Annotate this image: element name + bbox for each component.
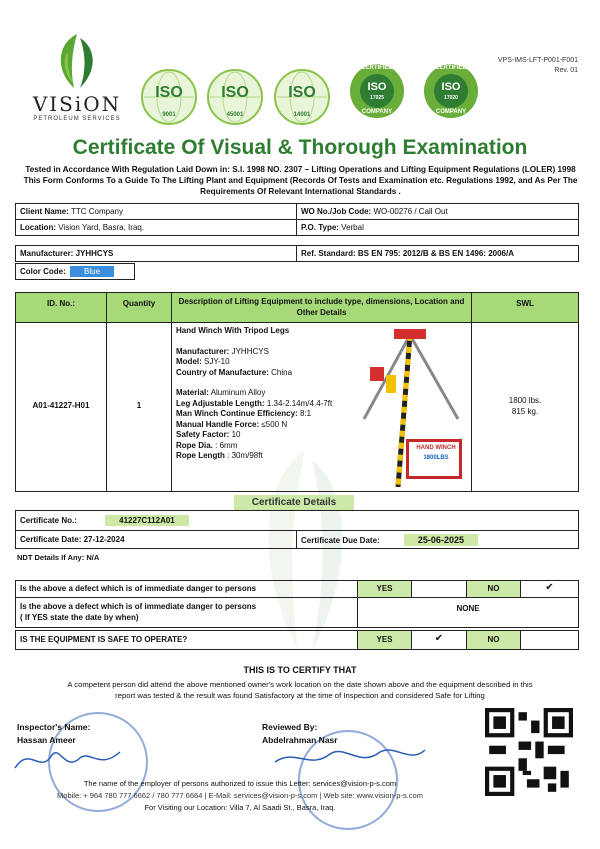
detail-line: Safety Factor: 10 bbox=[176, 430, 241, 439]
detail-line: Model: SJY-10 bbox=[176, 357, 230, 366]
detail-line: Country of Manufacture: China bbox=[176, 367, 293, 377]
question-3: IS THE EQUIPMENT IS SAFE TO OPERATE? bbox=[15, 630, 358, 650]
certify-heading: THIS IS TO CERTIFY THAT bbox=[243, 665, 357, 675]
detail-line: Material: Aluminum Alloy bbox=[176, 388, 266, 397]
footer-line-1: The name of the employer of persons authorized to issue this Letter: services@vision-p-s.com bbox=[83, 779, 397, 788]
certificate-date-value: 27-12-2024 bbox=[83, 535, 125, 544]
subtitle-line-2: This Form Conforms To a Guide To The Lifting Plant and Equipment (Records Of Tests and Examination etc. Regulations 1992, and As Per The bbox=[23, 176, 578, 185]
certificate-number-value: 41227C112A01 bbox=[105, 515, 189, 526]
doc-code: VPS-IMS-LFT-P001-F001 bbox=[497, 57, 578, 64]
iso-17020-badge: CERTIFIED ISO 17020 COMPANY bbox=[422, 62, 480, 120]
swl-kg: 815 kg. bbox=[511, 407, 539, 416]
detail-line: Man Winch Continue Efficiency: 8:1 bbox=[176, 409, 312, 418]
page-title: Certificate Of Visual & Thorough Examination bbox=[72, 136, 528, 159]
q1-no-checkbox[interactable]: ✔ bbox=[520, 580, 579, 598]
certificate-number-cell: Certificate No.: 41227C112A01 bbox=[15, 510, 579, 531]
question-1: Is the above a defect which is of immediate danger to persons bbox=[15, 580, 358, 598]
leaf-logo-icon bbox=[22, 30, 132, 92]
certificate-due-date-value: 25-06-2025 bbox=[404, 534, 478, 546]
po-type-cell: P.O. Type: Verbal bbox=[296, 219, 579, 236]
certificate-due-date-cell: Certificate Due Date: 25-06-2025 bbox=[296, 530, 579, 549]
quantity-header: Quantity bbox=[106, 292, 172, 323]
manufacturer-value: JYHHCYS bbox=[75, 249, 114, 258]
description-cell bbox=[171, 322, 472, 492]
location-cell: Location: Vision Yard, Basra, Iraq. bbox=[15, 219, 297, 236]
quantity-cell: 1 bbox=[106, 322, 172, 492]
detail-line: Manual Handle Force: ≤500 N bbox=[176, 419, 288, 429]
po-type-value: Verbal bbox=[341, 223, 364, 232]
certificate-date-cell: Certificate Date: 27-12-2024 bbox=[15, 530, 297, 549]
color-code-cell: Color Code: Blue bbox=[15, 263, 135, 280]
qr-code-icon[interactable] bbox=[485, 708, 573, 796]
subtitle bbox=[18, 164, 583, 197]
iso-17025-badge: CERTIFIED ISO 17025 COMPANY bbox=[348, 62, 406, 120]
reviewer-name: Abdelrahman Nasr bbox=[262, 735, 338, 745]
footer-line-3: For Visiting our Location: Villa 7, Al Saadi St., Basra, Iraq. bbox=[144, 803, 336, 812]
detail-line: Rope Dia. : 6mm bbox=[176, 440, 238, 450]
detail-line: Leg Adjustable Length: 1.34-2.14m/4.4-7ft bbox=[176, 398, 333, 408]
question-2-answer: NONE bbox=[357, 597, 579, 628]
q3-yes-checkbox[interactable]: ✔ bbox=[411, 630, 467, 650]
id-header: ID. No.: bbox=[15, 292, 107, 323]
q3-no-label: NO bbox=[466, 630, 521, 650]
id-cell: A01-41227-H01 bbox=[15, 322, 107, 492]
vision-logo bbox=[22, 30, 132, 125]
brand-name: VISiON bbox=[32, 92, 122, 116]
q1-no-label: NO bbox=[466, 580, 521, 598]
swl-lbs: 1800 lbs. bbox=[508, 396, 542, 405]
certificate-details-title: Certificate Details bbox=[234, 495, 354, 510]
subtitle-line-1: Tested in Accordance With Regulation Laid Down in: S.I. 1998 NO. 2307 – Lifting Operations and Lifting Equipment Regulations (LOLER) 1998 bbox=[25, 165, 576, 174]
client-name-value: TTC Company bbox=[70, 207, 123, 216]
inspector-name: Hassan Ameer bbox=[17, 735, 76, 745]
photo-sign-label-2: 1800LBS bbox=[423, 455, 449, 461]
description-header: Description of Lifting Equipment to include type, dimensions, Location and Other Details bbox=[171, 292, 472, 323]
document-code bbox=[498, 56, 578, 76]
color-code-value: Blue bbox=[70, 266, 114, 277]
wo-number-value: WO-00276 / Call Out bbox=[373, 207, 448, 216]
detail-line: Rope Length : 30m/98ft bbox=[176, 451, 263, 460]
q1-yes-checkbox[interactable] bbox=[411, 580, 467, 598]
client-name-cell: Client Name: TTC Company bbox=[15, 203, 297, 220]
revision: Rev. 01 bbox=[554, 67, 578, 74]
swl-header: SWL bbox=[471, 292, 579, 323]
detail-line: Manufacturer: JYHHCYS bbox=[176, 346, 269, 356]
brand-subtitle: PETROLEUM SERVICES bbox=[33, 116, 121, 122]
iso-14001-badge: ISO 14001 bbox=[273, 68, 331, 126]
subtitle-line-3: Requirements Of Relevant International Standards . bbox=[200, 187, 401, 196]
wo-number-cell: WO No./Job Code: WO-00276 / Call Out bbox=[296, 203, 579, 220]
footer-line-2[interactable]: Mobile: + 964 780 777 6662 / 780 777 6664 | E-Mail: services@vision-p-s.com | Web site: www.vision-p-s.com bbox=[57, 791, 423, 800]
reviewer-signature bbox=[270, 740, 430, 776]
ndt-details: NDT Details If Any: N/A bbox=[17, 553, 100, 562]
location-value: Vision Yard, Basra, Iraq. bbox=[58, 223, 145, 232]
ref-standard-cell: Ref. Standard: BS EN 795: 2012/B & BS EN 1496: 2006/A bbox=[296, 245, 579, 262]
inspector-signature bbox=[10, 740, 130, 780]
q3-no-checkbox[interactable] bbox=[520, 630, 579, 650]
item-title: Hand Winch With Tripod Legs bbox=[176, 326, 290, 335]
iso-9001-badge: ISO 9001 bbox=[140, 68, 198, 126]
ref-standard-value: BS EN 795: 2012/B & BS EN 1496: 2006/A bbox=[357, 249, 514, 258]
reviewer-label: Reviewed By: bbox=[262, 722, 318, 732]
photo-sign-label-1: HAND WINCH bbox=[416, 445, 456, 451]
swl-cell bbox=[471, 322, 579, 492]
q1-yes-label: YES bbox=[357, 580, 412, 598]
question-2: Is the above a defect which is of immediate danger to persons ( If YES state the date by when) bbox=[15, 597, 358, 628]
manufacturer-cell: Manufacturer: JYHHCYS bbox=[15, 245, 297, 262]
certify-text: A competent person did attend the above mentioned owner's work location on the date shown above and the equipment described in this report was tested & the result was found Satisfactory at the time of Inspection and considered Safe for Lifting bbox=[67, 680, 533, 700]
iso-45001-badge: ISO 45001 bbox=[206, 68, 264, 126]
inspector-label: Inspector's Name: bbox=[17, 722, 91, 732]
q3-yes-label: YES bbox=[357, 630, 412, 650]
